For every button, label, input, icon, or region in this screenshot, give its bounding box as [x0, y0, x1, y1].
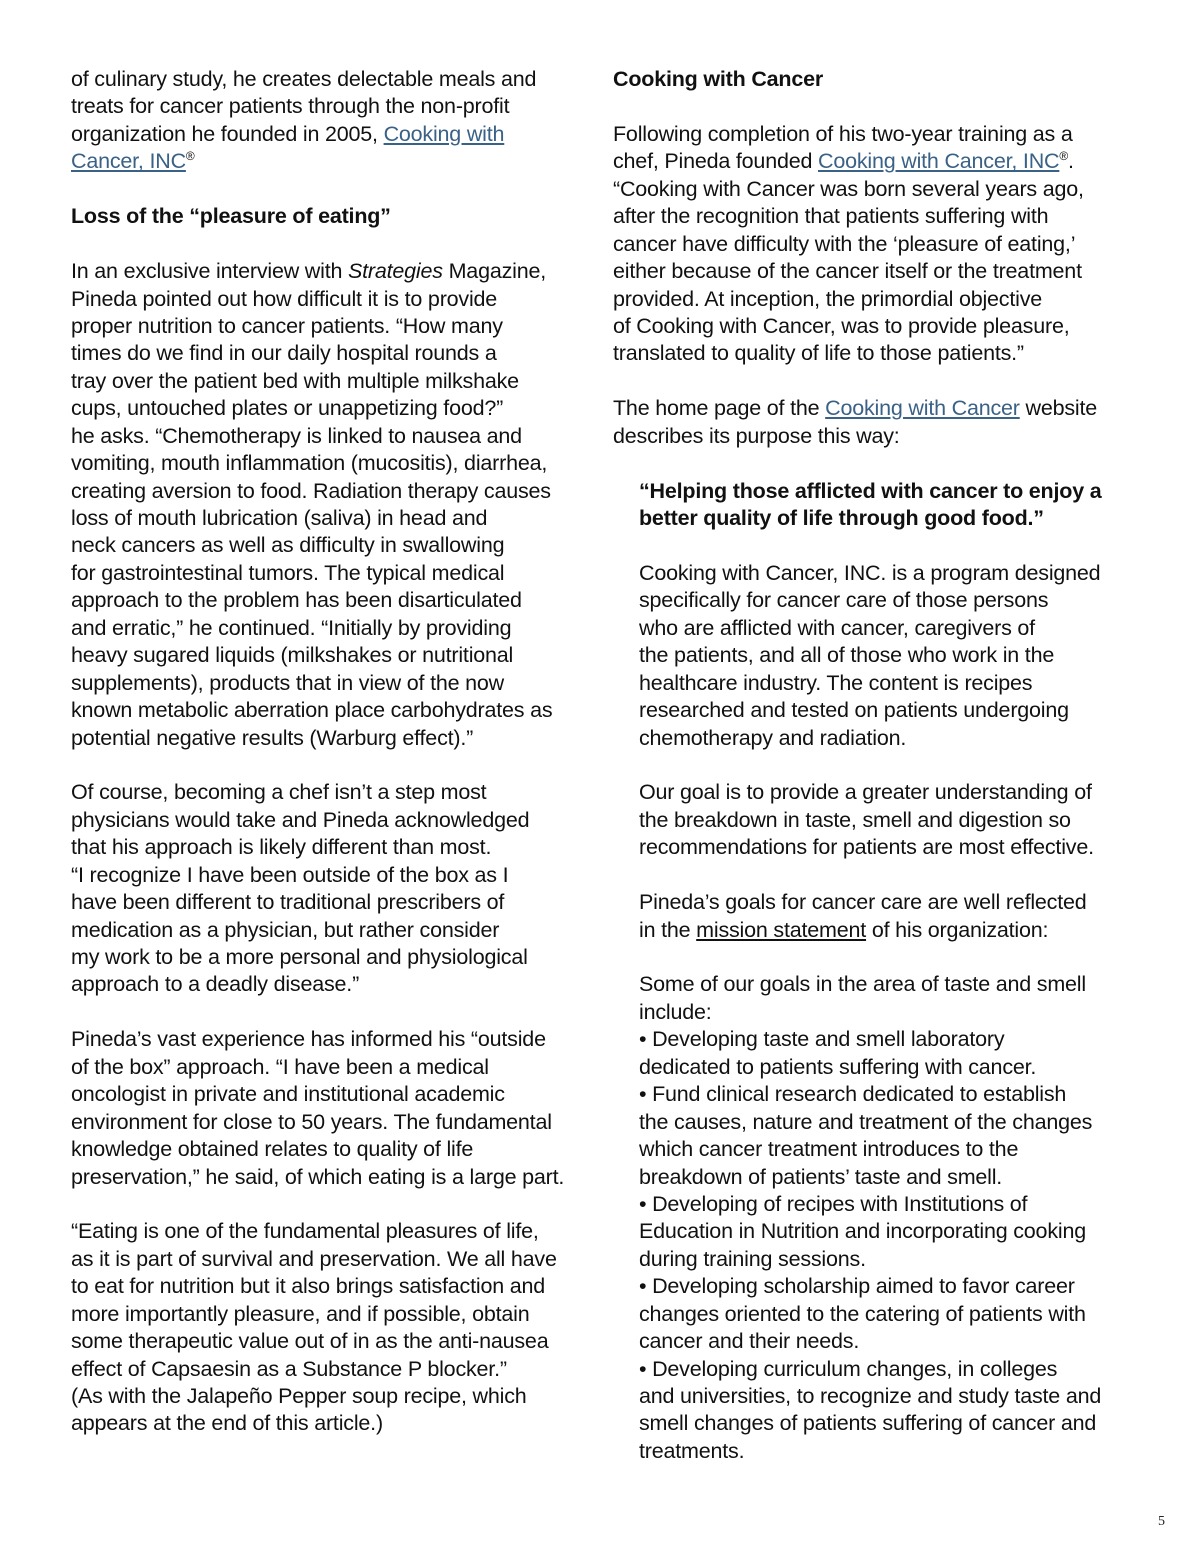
text-line: [613, 203, 1153, 230]
text-line: [639, 1191, 1153, 1218]
text-run: Some of our goals in the area of taste and smell: [639, 972, 1086, 997]
text-line: [639, 478, 1153, 505]
text-line: [71, 834, 591, 861]
text-line: [639, 1246, 1153, 1273]
text-run: some therapeutic value out of in as the anti-nausea: [71, 1329, 549, 1354]
paragraph-spacer: [613, 752, 1153, 779]
text-run: Pineda’s goals for cancer care are well reflected: [639, 890, 1087, 915]
text-run: cups, untouched plates or unappetizing food?”: [71, 396, 504, 421]
text-run: he asks. “Chemotherapy is linked to nausea and: [71, 423, 522, 448]
text-line: [639, 889, 1153, 916]
text-run: medication as a physician, but rather consider: [71, 917, 500, 942]
text-line: [639, 642, 1153, 669]
text-line: [71, 1109, 591, 1136]
paragraph-spacer: [71, 999, 591, 1026]
text-line: [639, 615, 1153, 642]
text-line: [71, 971, 591, 998]
text-run: proper nutrition to cancer patients. “How many: [71, 313, 503, 338]
text-run: who are afflicted with cancer, caregivers of: [639, 615, 1035, 640]
text-run: include:: [639, 999, 712, 1024]
paragraph: [613, 560, 1153, 752]
text-run: healthcare industry. The content is recipes: [639, 670, 1033, 695]
text-run: cancer and their needs.: [639, 1329, 860, 1354]
text-line: [71, 1410, 591, 1437]
text-run: “Cooking with Cancer was born several years ago,: [613, 176, 1084, 201]
text-line: [71, 148, 591, 175]
text-run: Cooking with Cancer, INC. is a program designed: [639, 560, 1101, 585]
text-line: [613, 176, 1153, 203]
text-line: [639, 917, 1153, 944]
text-run: Loss of the “pleasure of eating”: [71, 204, 391, 229]
paragraph-spacer: [71, 752, 591, 779]
text-line: [613, 423, 1153, 450]
text-run: Pineda pointed out how difficult it is to provide: [71, 286, 498, 311]
text-line: [71, 670, 591, 697]
text-line: [639, 505, 1153, 532]
cooking-with-cancer-link[interactable]: Cooking with: [383, 121, 505, 146]
text-line: [71, 66, 591, 93]
text-line: [71, 807, 591, 834]
text-line: [71, 1136, 591, 1163]
text-line: [639, 834, 1153, 861]
text-run: tray over the patient bed with multiple milkshake: [71, 368, 519, 393]
text-line: [639, 725, 1153, 752]
italic-text: Strategies: [348, 259, 443, 284]
text-line: [613, 258, 1153, 285]
cooking-with-cancer-link[interactable]: Cooking with Cancer, INC: [818, 149, 1060, 174]
text-run: changes oriented to the catering of patients with: [639, 1301, 1086, 1326]
text-line: [71, 1164, 591, 1191]
cooking-with-cancer-link[interactable]: Cooking with Cancer: [825, 396, 1020, 421]
text-run: more importantly pleasure, and if possible, obtain: [71, 1301, 530, 1326]
text-run: vomiting, mouth inflammation (mucositis), diarrhea,: [71, 451, 548, 476]
text-line: [613, 340, 1153, 367]
text-run: of the box” approach. “I have been a medical: [71, 1054, 489, 1079]
text-run: describes its purpose this way:: [613, 423, 900, 448]
text-line: [639, 1218, 1153, 1245]
text-run: Education in Nutrition and incorporating cooking: [639, 1219, 1086, 1244]
text-run: recommendations for patients are most effective.: [639, 835, 1094, 860]
text-line: [613, 231, 1153, 258]
text-line: [71, 1054, 591, 1081]
text-line: [639, 587, 1153, 614]
text-line: [639, 697, 1153, 724]
text-run: and universities, to recognize and study taste and: [639, 1384, 1102, 1408]
text-run: of culinary study, he creates delectable meals and: [71, 67, 537, 91]
text-line: [639, 1054, 1153, 1081]
text-run: researched and tested on patients undergoing: [639, 698, 1069, 723]
text-run: for gastrointestinal tumors. The typical medical: [71, 560, 505, 585]
text-line: [71, 532, 591, 559]
text-run: my work to be a more personal and physiological: [71, 945, 528, 969]
text-line: [71, 1246, 591, 1273]
text-line: [613, 395, 1153, 422]
text-run: translated to quality of life to those patients.”: [613, 341, 1024, 366]
paragraph-spacer: [613, 368, 1153, 395]
text-run: website: [1019, 396, 1098, 421]
text-line: [71, 1081, 591, 1108]
text-run: “Eating is one of the fundamental pleasures of life,: [71, 1219, 539, 1244]
text-line: [639, 1383, 1153, 1410]
text-line: [71, 478, 591, 505]
text-run: potential negative results (Warburg effect).”: [71, 725, 474, 750]
text-run: approach to a deadly disease.”: [71, 972, 360, 997]
text-run: specifically for cancer care of those persons: [639, 588, 1049, 613]
text-line: [613, 148, 1153, 175]
text-line: [71, 944, 591, 971]
text-run: chef, Pineda founded: [613, 149, 818, 174]
text-run: in the: [639, 917, 697, 942]
text-line: [639, 1328, 1153, 1355]
text-run: that his approach is likely different than most.: [71, 835, 492, 860]
text-line: [71, 505, 591, 532]
text-run: .: [1068, 149, 1074, 174]
text-run: creating aversion to food. Radiation therapy causes: [71, 478, 551, 503]
text-line: [71, 1301, 591, 1328]
heading: [613, 66, 1153, 93]
text-run: • Developing curriculum changes, in colleges: [639, 1356, 1058, 1381]
paragraph: [71, 66, 591, 176]
right-column: [613, 66, 1153, 1465]
text-run: the patients, and all of those who work in the: [639, 643, 1055, 668]
text-line: [71, 121, 591, 148]
text-run: appears at the end of this article.): [71, 1411, 383, 1436]
text-line: [71, 560, 591, 587]
paragraph: [71, 779, 591, 999]
cooking-with-cancer-link[interactable]: Cancer, INC: [71, 149, 186, 174]
text-line: [71, 1328, 591, 1355]
text-line: [71, 93, 591, 120]
text-run: • Developing scholarship aimed to favor career: [639, 1274, 1075, 1299]
paragraph-spacer: [613, 862, 1153, 889]
text-line: [639, 670, 1153, 697]
text-line: [613, 286, 1153, 313]
text-line: [639, 1438, 1153, 1465]
text-run: the causes, nature and treatment of the changes: [639, 1109, 1093, 1134]
text-run: the breakdown in taste, smell and digestion so: [639, 807, 1071, 832]
text-line: [71, 258, 591, 285]
text-line: [71, 779, 591, 806]
heading: [613, 478, 1153, 533]
text-line: [613, 313, 1153, 340]
text-run: effect of Capsaesin as a Substance P blocker.”: [71, 1356, 507, 1381]
text-line: [639, 971, 1153, 998]
paragraph: [613, 779, 1153, 861]
text-run: better quality of life through good food.”: [639, 506, 1044, 530]
text-run: after the recognition that patients suffering with: [613, 204, 1049, 229]
left-column: [71, 66, 591, 1438]
text-run: have been different to traditional prescribers of: [71, 890, 505, 915]
text-run: Following completion of his two-year training as a: [613, 121, 1073, 146]
text-line: [71, 340, 591, 367]
text-run: • Developing of recipes with Institutions of: [639, 1191, 1028, 1216]
mission-statement-link[interactable]: mission statement: [696, 917, 867, 942]
text-line: [71, 1218, 591, 1245]
text-line: [639, 560, 1153, 587]
registered-mark: ®: [1059, 149, 1069, 164]
text-run: smell changes of patients suffering of cancer and: [639, 1411, 1097, 1436]
text-line: [613, 121, 1153, 148]
text-run: treats for cancer patients through the non-profit: [71, 94, 510, 119]
paragraph-spacer: [71, 176, 591, 203]
text-line: [71, 862, 591, 889]
text-run: • Fund clinical research dedicated to establish: [639, 1082, 1067, 1107]
text-run: of Cooking with Cancer, was to provide pleasure,: [613, 313, 1070, 338]
text-run: knowledge obtained relates to quality of life: [71, 1137, 474, 1162]
text-line: [71, 368, 591, 395]
paragraph: [613, 121, 1153, 368]
text-line: [71, 917, 591, 944]
text-line: [639, 1081, 1153, 1108]
paragraph-spacer: [613, 93, 1153, 120]
text-line: [71, 725, 591, 752]
paragraph: [613, 971, 1153, 1465]
text-run: cancer have difficulty with the ‘pleasure of eating,’: [613, 231, 1076, 256]
text-run: and erratic,” he continued. “Initially by providing: [71, 615, 512, 640]
text-line: [639, 1026, 1153, 1053]
text-line: [71, 423, 591, 450]
text-line: [71, 642, 591, 669]
text-run: chemotherapy and radiation.: [639, 725, 907, 750]
text-line: [639, 1301, 1153, 1328]
text-run: “Helping those afflicted with cancer to enjoy a: [639, 478, 1102, 503]
text-line: [71, 286, 591, 313]
text-line: [71, 697, 591, 724]
paragraph: [613, 395, 1153, 450]
text-line: [71, 587, 591, 614]
paragraph-spacer: [71, 1191, 591, 1218]
text-line: [71, 313, 591, 340]
text-line: [639, 1356, 1153, 1383]
text-run: Our goal is to provide a greater understanding of: [639, 780, 1092, 805]
paragraph-spacer: [613, 944, 1153, 971]
text-run: Pineda’s vast experience has informed his “outside: [71, 1027, 546, 1052]
text-run: as it is part of survival and preservation. We all have: [71, 1246, 557, 1271]
text-run: supplements), products that in view of the now: [71, 670, 504, 695]
paragraph-spacer: [71, 231, 591, 258]
text-line: [71, 1383, 591, 1410]
text-run: physicians would take and Pineda acknowledged: [71, 807, 530, 832]
text-line: [639, 1109, 1153, 1136]
text-run: • Developing taste and smell laboratory: [639, 1027, 1005, 1052]
text-line: [639, 1410, 1153, 1437]
text-run: treatments.: [639, 1438, 745, 1463]
paragraph-spacer: [613, 450, 1153, 477]
text-line: [639, 807, 1153, 834]
paragraph-spacer: [613, 532, 1153, 559]
text-run: heavy sugared liquids (milkshakes or nutritional: [71, 643, 514, 668]
text-line: [71, 1273, 591, 1300]
paragraph: [71, 1218, 591, 1438]
text-line: [71, 395, 591, 422]
paragraph: [71, 258, 591, 752]
paragraph: [71, 1026, 591, 1191]
text-run: Cooking with Cancer: [613, 67, 824, 91]
text-line: [71, 1356, 591, 1383]
text-run: known metabolic aberration place carbohydrates as: [71, 698, 553, 723]
text-run: In an exclusive interview with: [71, 259, 349, 284]
text-run: dedicated to patients suffering with cancer.: [639, 1054, 1037, 1079]
text-line: [71, 450, 591, 477]
paragraph: [613, 889, 1153, 944]
text-run: environment for close to 50 years. The fundamental: [71, 1109, 552, 1134]
text-run: which cancer treatment introduces to the: [639, 1137, 1019, 1162]
text-run: loss of mouth lubrication (saliva) in head and: [71, 506, 488, 530]
text-run: breakdown of patients’ taste and smell.: [639, 1164, 1003, 1189]
text-line: [639, 779, 1153, 806]
text-run: provided. At inception, the primordial objective: [613, 286, 1043, 311]
text-line: [71, 203, 591, 230]
text-line: [71, 615, 591, 642]
text-run: neck cancers as well as difficulty in swallowing: [71, 533, 505, 558]
text-run: (As with the Jalapeño Pepper soup recipe, which: [71, 1384, 527, 1408]
text-run: organization he founded in 2005,: [71, 121, 384, 146]
text-line: [613, 66, 1153, 93]
registered-mark: ®: [185, 149, 195, 164]
text-line: [71, 1026, 591, 1053]
text-line: [639, 1164, 1153, 1191]
text-run: oncologist in private and institutional academic: [71, 1082, 505, 1107]
text-line: [639, 999, 1153, 1026]
text-line: [71, 889, 591, 916]
text-run: times do we find in our daily hospital rounds a: [71, 341, 497, 366]
heading: [71, 203, 591, 230]
text-line: [639, 1136, 1153, 1163]
text-line: [639, 1273, 1153, 1300]
text-run: of his organization:: [866, 917, 1049, 942]
page-number: 5: [1158, 1514, 1165, 1529]
text-run: to eat for nutrition but it also brings satisfaction and: [71, 1274, 546, 1299]
text-run: Magazine,: [442, 259, 546, 284]
text-run: preservation,” he said, of which eating is a large part.: [71, 1164, 565, 1189]
text-run: “I recognize I have been outside of the box as I: [71, 862, 509, 887]
text-run: during training sessions.: [639, 1246, 866, 1271]
text-run: Of course, becoming a chef isn’t a step most: [71, 780, 487, 805]
text-run: either because of the cancer itself or the treatment: [613, 259, 1082, 284]
text-run: approach to the problem has been disarticulated: [71, 588, 522, 613]
text-run: The home page of the: [613, 396, 826, 421]
